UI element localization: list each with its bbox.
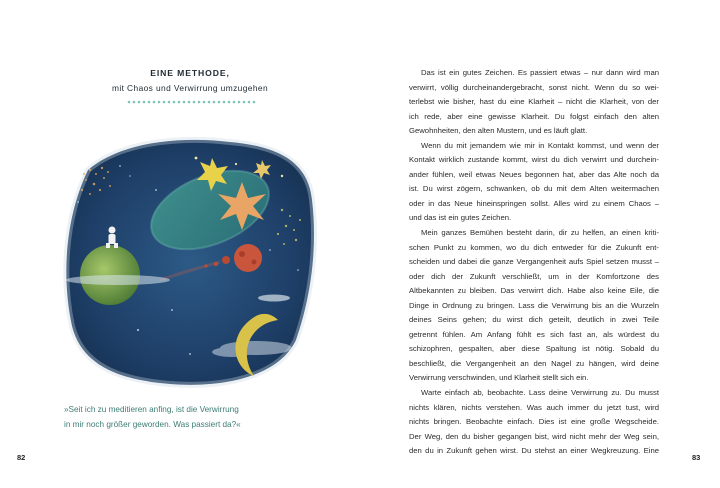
text-line: schen Punkt zu kommen, wo du dich entweder für die Zukunft ent- bbox=[409, 242, 659, 252]
chapter-title bbox=[60, 67, 320, 95]
dotted-divider bbox=[127, 100, 257, 104]
quote-line1: »Seit ich zu meditieren anfing, ist die Verwirrung bbox=[64, 405, 239, 414]
text-line: und das ist ein gutes Zeichen. bbox=[409, 213, 512, 223]
right-page bbox=[360, 0, 720, 488]
page-number-left: 82 bbox=[17, 453, 26, 462]
text-line: oder in das Neue hineinspringen sollst. Alles wird zu einem Chaos – bbox=[409, 198, 659, 208]
text-line: Warte einfach ab, beobachte. Lass deine Verwirrung zu. Du musst bbox=[421, 388, 659, 398]
text-line: getrennt fühlen. Am Anfang fühlt es sich fast an, als würdest du bbox=[409, 329, 659, 339]
chapter-title-line2: mit Chaos und Verwirrung umzugehen bbox=[111, 83, 269, 93]
text-line: Altbekannten zu bleiben. Das verwirrt dich. Habe also keine Eile, die bbox=[409, 286, 659, 296]
text-line: Mein ganzes Bemühen besteht darin, dir zu helfen, an einen kriti- bbox=[421, 228, 659, 238]
page-number-right: 83 bbox=[692, 453, 701, 462]
text-line: scheiden und dabei die ganze Vergangenheit aufs Spiel setzen musst – bbox=[409, 257, 659, 267]
text-line: Das ist ein gutes Zeichen. Es passiert etwas – nur dann wird man bbox=[421, 68, 659, 77]
text-line: Dinge in Ordnung zu bringen. Lass die Verwirrung bis an die Wurzeln bbox=[409, 300, 659, 310]
body-text bbox=[409, 66, 659, 459]
text-line: nichts bringen. Beobachte einfach. Dies ist eine große Wegscheide. bbox=[409, 417, 659, 427]
text-line: ich rede, aber eine gewisse Klarheit. Du folgst einfach den alten bbox=[409, 111, 659, 121]
text-line: schizophren, gespalten, aber diese Spaltung ist nötig. Sobald du bbox=[409, 344, 659, 354]
cloud-small bbox=[258, 295, 290, 302]
text-line: ist. Du wirst zögern, schwanken, ob du mit dem Alten weitermachen bbox=[409, 184, 659, 194]
text-line: nichts klären, nichts verstehen. Was auch immer du jetzt tust, wird bbox=[409, 402, 659, 412]
text-line: beschließt, die Vergangenheit an den Nagel zu hängen, wird deine bbox=[409, 358, 659, 368]
text-line: deines Seins gehen; du wirst dich geteilt, deutlich in zwei Teile bbox=[409, 315, 659, 325]
cosmic-illustration bbox=[60, 130, 322, 392]
text-line: den du in Zukunft gehen wirst. Du stehst an einer Wegkreuzung. Eine bbox=[409, 446, 659, 456]
text-line: Der Weg, den du bisher gegangen bist, wird nicht mehr der Weg sein, bbox=[409, 431, 659, 441]
text-line: oder dich der Zukunft verschließt, um in der Komfortzone des bbox=[409, 271, 659, 281]
text-line: terlebst wie bisher, hast du eine Klarheit – nicht die Klarheit, von der bbox=[409, 97, 659, 107]
pull-quote bbox=[64, 403, 324, 432]
text-line: Kontakt wirklich zustande kommt, wirst du dich verwirrt und durchein- bbox=[409, 155, 659, 165]
text-line: ander fühlen, weil etwas Neues begonnen hat, aber das Alte noch da bbox=[409, 169, 659, 179]
chapter-title-line1: EINE METHODE, bbox=[150, 68, 230, 78]
text-line: verwirrt, völlig durcheinandergebracht, sonst nicht. Wenn du so wei- bbox=[409, 82, 659, 92]
text-line: Gewohnheiten, den alten Mustern, und es läuft glatt. bbox=[409, 126, 588, 136]
text-line: Verwirrung verschwinden, und Klarheit stellt sich ein. bbox=[409, 373, 589, 383]
text-line: Wenn du mit jemandem wie mir in Kontakt kommst, und wenn der bbox=[421, 140, 659, 150]
quote-line2: in mir noch größer geworden. Was passiert da?« bbox=[64, 419, 241, 429]
